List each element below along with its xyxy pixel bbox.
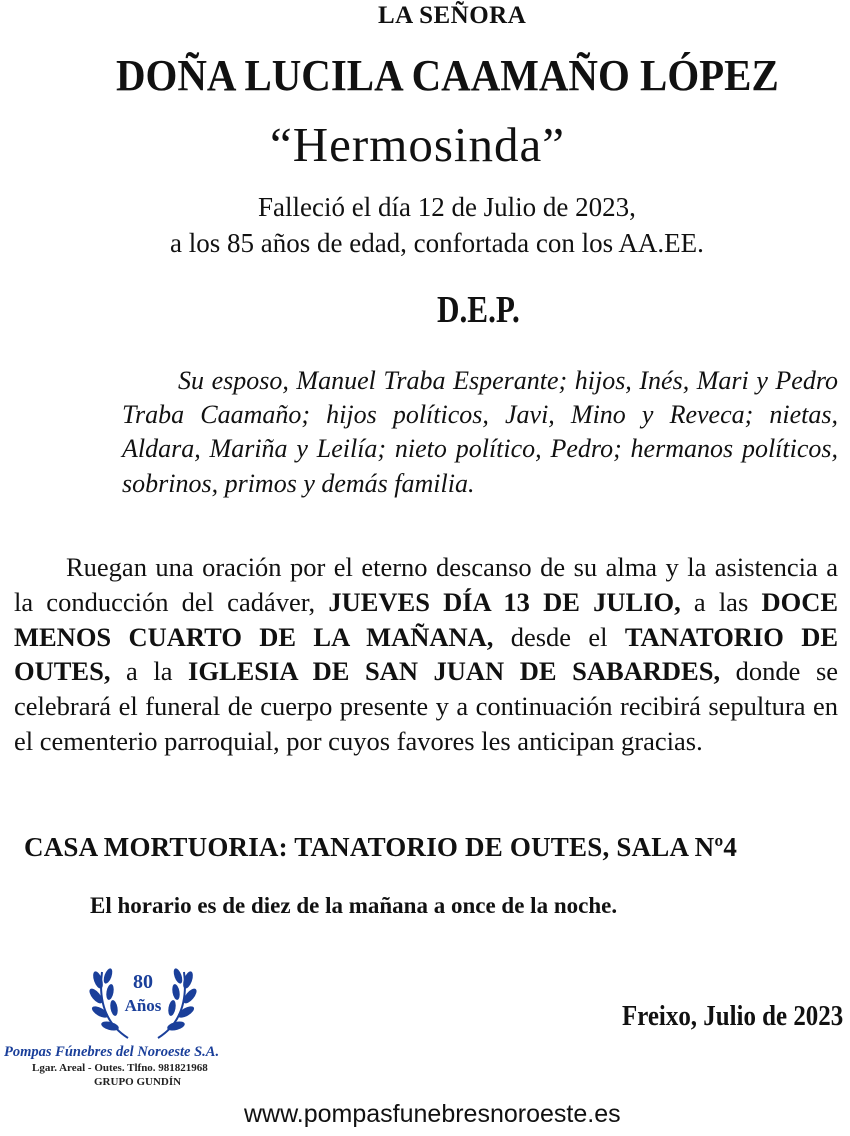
request-text-2: a las [693, 586, 749, 617]
website-url: www.pompasfunebresnoroeste.es [244, 1100, 621, 1128]
funeral-day: JUEVES DÍA 13 DE JULIO, [328, 586, 681, 617]
honorific: LA SEÑORA [378, 2, 527, 29]
deceased-name: DOÑA LUCILA CAAMAÑO LÓPEZ [116, 51, 779, 100]
death-date-line: Falleció el día 12 de Julio de 2023, [258, 192, 636, 222]
request-text-5: donde se celebrará el funeral de cuerpo presente y a continuación recibirá sepultura en el cementerio parroquial, por cuyos favores les anticipan gracias. [14, 656, 839, 756]
funeral-origin: TANATORIO DE OUTES, [14, 621, 839, 687]
logo-years-number: 80 [133, 971, 153, 993]
request-text-4: a la [126, 656, 173, 687]
request-paragraph [14, 550, 838, 759]
place-date: Freixo, Julio de 2023 [622, 1000, 844, 1032]
logo-company-name: Pompas Fúnebres del Noroeste S.A. [4, 1044, 220, 1060]
laurel-wreath-icon [88, 958, 198, 1044]
company-logo [0, 958, 300, 1108]
mortuary-line: CASA MORTUORIA: TANATORIO DE OUTES, SALA Nº4 [24, 832, 738, 862]
logo-group: GRUPO GUNDÍN [94, 1076, 182, 1088]
request-text-3: desde el [510, 621, 608, 652]
logo-years-word: Años [124, 996, 162, 1015]
death-age-line: a los 85 años de edad, confortada con los AA.EE. [170, 228, 704, 258]
schedule-line: El horario es de diez de la mañana a once de la noche. [90, 893, 618, 918]
logo-address: Lgar. Areal - Outes. Tlfno. 981821968 [32, 1062, 208, 1074]
funeral-church: IGLESIA DE SAN JUAN DE SABARDES, [188, 656, 721, 687]
family-paragraph: Su esposo, Manuel Traba Esperante; hijos, Inés, Mari y Pedro Traba Caamaño; hijos políticos, Javi, Mino y Reveca; nietas, Aldara, Mariña y Leilía; nieto político, Pedro; hermanos políticos, sobrinos, primos y demás familia. [122, 366, 838, 498]
funeral-time: DOCE MENOS CUARTO DE LA MAÑANA, [14, 586, 839, 652]
request-text-1: Ruegan una oración por el eterno descanso de su alma y la asistencia a la conducción del cadáver, [14, 552, 838, 617]
nickname: “Hermosinda” [270, 117, 565, 172]
dep-heading: D.E.P. [437, 289, 520, 331]
